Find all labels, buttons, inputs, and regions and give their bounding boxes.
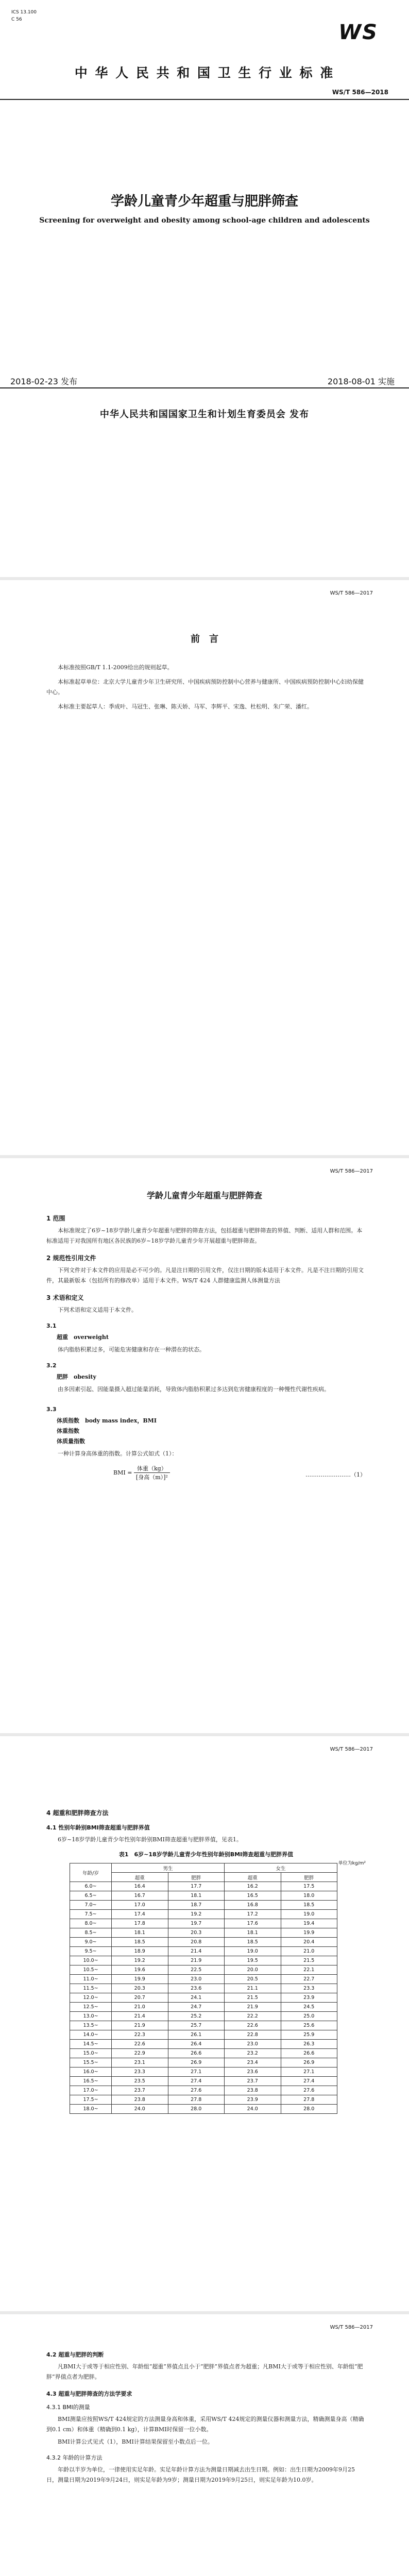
section-4-heading: 4 超重和肥胖筛查方法 <box>46 1809 109 1817</box>
boys-overweight-cell: 21.4 <box>112 2012 168 2021</box>
girls-overweight-cell: 23.9 <box>225 2095 281 2105</box>
bmi-equation <box>46 1464 366 1485</box>
cover-title-en: Screening for overweight and obesity among school-age children and adolescents <box>39 216 370 225</box>
term-bmi-definition: 一种计算身高体重的指数。计算公式如式（1）： <box>58 1450 178 1457</box>
body-page-2 <box>0 1736 409 2311</box>
age-cell: 16.5~ <box>70 2077 112 2086</box>
section-2-text: 下列文件对于本文件的应用是必不可少的。凡是注日期的引用文件，仅注日期的版本适用于本文件。凡是不注日期的引用文件，其最新版本（包括所有的修改单）适用于本文件。WS/T 424 人群健康监测人体测量方法 <box>46 1267 364 1284</box>
foreword-page <box>0 580 409 1155</box>
running-header: WS/T 586—2017 <box>330 590 373 596</box>
girls-obese-cell: 27.8 <box>281 2095 337 2105</box>
table-row <box>70 1947 337 1956</box>
age-cell: 9.0~ <box>70 1938 112 1947</box>
boys-overweight-cell: 17.8 <box>112 1919 168 1928</box>
table-row <box>70 2077 337 2086</box>
foreword-body <box>46 663 366 712</box>
section-4-3-2-heading: 4.3.2 年龄的计算方法 <box>46 2454 103 2461</box>
section-4-3-2-text: 年龄以半岁为单位，一律使用实足年龄。实足年龄计算方法为测量日期减去出生日期。例如：出生日期为2009年9月25日，测量日期为2019年9月24日，则实足年龄为9岁；测量日期为2019年9月25日，则实足年龄为10.0岁。 <box>46 2466 355 2483</box>
boys-obese-cell: 26.6 <box>168 2049 225 2058</box>
ccs-code: C 56 <box>11 17 22 22</box>
standard-number: WS/T 586—2018 <box>332 89 388 96</box>
age-cell: 15.5~ <box>70 2058 112 2067</box>
boys-overweight-cell: 22.3 <box>112 2030 168 2040</box>
foreword-paragraph: 本标准主要起草人：季成叶、马冠生、张琳、陈天娇、马军、李辉平、宋逸、杜松明、朱广荣、潘红。 <box>58 703 313 710</box>
age-cell: 6.5~ <box>70 1891 112 1901</box>
boys-obese-cell: 26.9 <box>168 2058 225 2067</box>
girls-overweight-cell: 20.5 <box>225 1975 281 1984</box>
table-row <box>70 2040 337 2049</box>
boys-overweight-cell: 19.9 <box>112 1975 168 1984</box>
age-cell: 14.0~ <box>70 2030 112 2040</box>
girls-overweight-cell: 19.0 <box>225 1947 281 1956</box>
girls-obese-cell: 25.0 <box>281 2012 337 2021</box>
age-cell: 10.0~ <box>70 1956 112 1965</box>
age-cell: 7.0~ <box>70 1901 112 1910</box>
girls-obese-cell: 26.3 <box>281 2040 337 2049</box>
boys-obese-cell: 20.3 <box>168 1928 225 1938</box>
implement-date: 2018-08-01 实施 <box>327 377 395 386</box>
girls-obese-cell: 27.1 <box>281 2067 337 2077</box>
ics-code: ICS 13.100 <box>11 10 37 15</box>
boys-obese-cell: 25.7 <box>168 2021 225 2030</box>
girls-obese-cell: 22.7 <box>281 1975 337 1984</box>
term-number: 3.1 <box>46 1323 57 1329</box>
boys-overweight-cell: 19.6 <box>112 1965 168 1975</box>
boys-obese-cell: 21.9 <box>168 1956 225 1965</box>
boys-obese-cell: 27.4 <box>168 2077 225 2086</box>
girls-obese-cell: 19.9 <box>281 1928 337 1938</box>
running-header: WS/T 586—2017 <box>330 1747 373 1752</box>
age-cell: 13.0~ <box>70 2012 112 2021</box>
boys-obese-cell: 19.2 <box>168 1910 225 1919</box>
girls-overweight-cell: 23.7 <box>225 2077 281 2086</box>
foreword-title: 前 言 <box>191 634 218 645</box>
section-2-heading: 2 规范性引用文件 <box>46 1255 96 1262</box>
age-cell: 16.0~ <box>70 2067 112 2077</box>
table-row <box>70 1984 337 1993</box>
girls-obese-cell: 19.0 <box>281 1910 337 1919</box>
table-row <box>70 1965 337 1975</box>
girls-obese-cell: 25.9 <box>281 2030 337 2040</box>
table-row <box>70 1993 337 2003</box>
section-1-text: 本标准规定了6岁~18岁学龄儿童青少年超重与肥胖的筛查方法，包括超重与肥胖筛查的界值、判断、适用人群和范围。本标准适用于对我国所有地区各民族的6岁~18岁学龄儿童青少年开展超重与肥胖筛查。 <box>46 1227 363 1244</box>
girls-obese-cell: 24.5 <box>281 2003 337 2012</box>
section-4-3-heading: 4.3 超重与肥胖筛查的方法学要求 <box>46 2391 132 2397</box>
boys-overweight-cell: 23.1 <box>112 2058 168 2067</box>
standard-category-title: 中 华 人 民 共 和 国 卫 生 行 业 标 准 <box>74 65 335 80</box>
issuing-authority: 中华人民共和国国家卫生和计划生育委员会 发布 <box>99 409 310 420</box>
boys-overweight-cell: 18.1 <box>112 1928 168 1938</box>
boys-obese-cell: 27.1 <box>168 2067 225 2077</box>
table-row <box>70 1891 337 1901</box>
section-4-2-heading: 4.2 超重与肥胖的判断 <box>46 2351 104 2358</box>
boys-obese-cell: 18.1 <box>168 1891 225 1901</box>
boys-obese-cell: 17.7 <box>168 1882 225 1891</box>
girls-obese-cell: 25.6 <box>281 2021 337 2030</box>
age-cell: 17.0~ <box>70 2086 112 2095</box>
column-header-obese: 肥胖 <box>168 1873 225 1882</box>
equation-numerator: 体重（kg） <box>134 1464 170 1473</box>
boys-overweight-cell: 17.0 <box>112 1901 168 1910</box>
table-row <box>70 2058 337 2067</box>
age-cell: 12.0~ <box>70 1993 112 2003</box>
boys-overweight-cell: 22.6 <box>112 2040 168 2049</box>
girls-overweight-cell: 24.0 <box>225 2105 281 2114</box>
running-header: WS/T 586—2017 <box>330 1168 373 1174</box>
section-4-1-text: 6岁~18岁学龄儿童青少年性别年龄别BMI筛查超重与肥胖界值，见表1。 <box>58 1836 242 1843</box>
girls-obese-cell: 28.0 <box>281 2105 337 2114</box>
boys-overweight-cell: 23.7 <box>112 2086 168 2095</box>
equation-lhs: BMI = <box>113 1469 132 1476</box>
girls-overweight-cell: 18.5 <box>225 1938 281 1947</box>
boys-obese-cell: 20.8 <box>168 1938 225 1947</box>
age-cell: 15.0~ <box>70 2049 112 2058</box>
boys-obese-cell: 26.1 <box>168 2030 225 2040</box>
column-header-age: 年龄/岁 <box>70 1863 112 1882</box>
term-obesity-definition: 由多因素引起、因能量摄入超过能量消耗，导致体内脂肪积累过多达到危害健康程度的一种慢性代谢性疾病。 <box>58 1386 330 1393</box>
age-cell: 8.0~ <box>70 1919 112 1928</box>
table-row <box>70 1928 337 1938</box>
section-4-3-1-text: BMI测量应按照WS/T 424规定的方法测量身高和体重，采用WS/T 424规定的测量仪器和测量方法，精确测量身高（精确到0.1 cm）和体重（精确到0.1 kg），计算BMI时保留一位小数。 <box>46 2416 364 2433</box>
girls-overweight-cell: 22.6 <box>225 2021 281 2030</box>
age-cell: 12.5~ <box>70 2003 112 2012</box>
term-overweight: 超重 overweight <box>57 1334 109 1341</box>
ws-logo: WS <box>338 21 378 44</box>
body-content <box>46 1214 366 1485</box>
boys-obese-cell: 22.5 <box>168 1965 225 1975</box>
table-row <box>70 1901 337 1910</box>
table-1-unit: 单位为kg/m² <box>338 1861 366 1866</box>
body-page-3 <box>0 2314 409 2576</box>
table-row <box>70 2030 337 2040</box>
table-row <box>70 1910 337 1919</box>
boys-obese-cell: 25.2 <box>168 2012 225 2021</box>
girls-overweight-cell: 16.2 <box>225 1882 281 1891</box>
age-cell: 13.5~ <box>70 2021 112 2030</box>
term-number: 3.3 <box>46 1406 57 1413</box>
girls-obese-cell: 26.6 <box>281 2049 337 2058</box>
girls-obese-cell: 18.0 <box>281 1891 337 1901</box>
girls-overweight-cell: 23.6 <box>225 2067 281 2077</box>
table-row <box>70 2095 337 2105</box>
girls-overweight-cell: 21.9 <box>225 2003 281 2012</box>
boys-overweight-cell: 17.4 <box>112 1910 168 1919</box>
publish-date: 2018-02-23 发布 <box>10 377 78 386</box>
table-row <box>70 2003 337 2012</box>
girls-obese-cell: 22.1 <box>281 1965 337 1975</box>
table-row <box>70 2086 337 2095</box>
bmi-cutoff-table <box>70 1863 337 2114</box>
age-cell: 11.5~ <box>70 1984 112 1993</box>
boys-overweight-cell: 16.4 <box>112 1882 168 1891</box>
term-bmi-alt-1: 体重指数 <box>57 1428 79 1434</box>
boys-obese-cell: 24.1 <box>168 1993 225 2003</box>
boys-overweight-cell: 20.3 <box>112 1984 168 1993</box>
section-4-3-1-heading: 4.3.1 BMI的测量 <box>46 2404 90 2411</box>
section-3-heading: 3 术语和定义 <box>46 1294 84 1301</box>
boys-obese-cell: 21.4 <box>168 1947 225 1956</box>
table-row <box>70 1938 337 1947</box>
age-cell: 6.0~ <box>70 1882 112 1891</box>
girls-overweight-cell: 20.0 <box>225 1965 281 1975</box>
table-row <box>70 1882 337 1891</box>
girls-overweight-cell: 16.8 <box>225 1901 281 1910</box>
boys-obese-cell: 27.6 <box>168 2086 225 2095</box>
boys-obese-cell: 23.6 <box>168 1984 225 1993</box>
method-content <box>46 1808 366 1867</box>
boys-overweight-cell: 23.8 <box>112 2095 168 2105</box>
girls-overweight-cell: 16.5 <box>225 1891 281 1901</box>
age-cell: 11.0~ <box>70 1975 112 1984</box>
girls-overweight-cell: 23.2 <box>225 2049 281 2058</box>
age-cell: 7.5~ <box>70 1910 112 1919</box>
boys-obese-cell: 18.7 <box>168 1901 225 1910</box>
boys-obese-cell: 27.8 <box>168 2095 225 2105</box>
section-4-3-1-text-2: BMI计算公式见式（1），BMI计算结果保留至小数点后一位。 <box>58 2438 213 2445</box>
section-1-heading: 1 范围 <box>46 1215 65 1222</box>
equation-fraction <box>134 1464 170 1481</box>
age-cell: 17.5~ <box>70 2095 112 2105</box>
boys-overweight-cell: 18.5 <box>112 1938 168 1947</box>
girls-obese-cell: 18.5 <box>281 1901 337 1910</box>
girls-overweight-cell: 19.5 <box>225 1956 281 1965</box>
age-cell: 10.5~ <box>70 1965 112 1975</box>
boys-overweight-cell: 16.7 <box>112 1891 168 1901</box>
column-header-overweight: 超重 <box>112 1873 168 1882</box>
standard-body-title: 学龄儿童青少年超重与肥胖筛查 <box>146 1191 262 1200</box>
table-row <box>70 2067 337 2077</box>
boys-obese-cell: 19.7 <box>168 1919 225 1928</box>
girls-overweight-cell: 21.1 <box>225 1984 281 1993</box>
girls-overweight-cell: 23.4 <box>225 2058 281 2067</box>
age-cell: 18.0~ <box>70 2105 112 2114</box>
judgement-content <box>46 2350 366 2485</box>
body-page-1 <box>0 1158 409 1733</box>
boys-obese-cell: 24.7 <box>168 2003 225 2012</box>
boys-overweight-cell: 23.3 <box>112 2067 168 2077</box>
table-row <box>70 2012 337 2021</box>
term-number: 3.2 <box>46 1362 57 1369</box>
boys-overweight-cell: 21.0 <box>112 2003 168 2012</box>
section-3-intro: 下列术语和定义适用于本文件。 <box>58 1307 137 1313</box>
section-4-1-heading: 4.1 性别年龄别BMI筛查超重与肥胖界值 <box>46 1824 150 1831</box>
boys-overweight-cell: 20.7 <box>112 1993 168 2003</box>
girls-overweight-cell: 23.8 <box>225 2086 281 2095</box>
foreword-paragraph: 本标准起草单位：北京大学儿童青少年卫生研究所、中国疾病预防控制中心营养与健康所、中国疾病预防控制中心妇幼保健中心。 <box>46 679 364 696</box>
girls-overweight-cell: 22.8 <box>225 2030 281 2040</box>
boys-obese-cell: 23.0 <box>168 1975 225 1984</box>
equation-denominator: [身高（m）]² <box>135 1474 168 1481</box>
term-overweight-definition: 体内脂肪积累过多，可能危害健康和存在一种潜在的状态。 <box>58 1346 205 1353</box>
cover-bottom-rule <box>0 387 409 388</box>
table-row <box>70 1919 337 1928</box>
term-obesity: 肥胖 obesity <box>57 1374 96 1380</box>
girls-overweight-cell: 17.2 <box>225 1910 281 1919</box>
age-cell: 14.5~ <box>70 2040 112 2049</box>
girls-overweight-cell: 18.1 <box>225 1928 281 1938</box>
girls-obese-cell: 21.5 <box>281 1956 337 1965</box>
cover-page <box>0 0 409 577</box>
girls-overweight-cell: 23.0 <box>225 2040 281 2049</box>
cover-title-cn: 学龄儿童青少年超重与肥胖筛查 <box>110 194 298 209</box>
girls-obese-cell: 27.6 <box>281 2086 337 2095</box>
girls-obese-cell: 21.0 <box>281 1947 337 1956</box>
boys-obese-cell: 28.0 <box>168 2105 225 2114</box>
girls-obese-cell: 27.4 <box>281 2077 337 2086</box>
boys-overweight-cell: 19.2 <box>112 1956 168 1965</box>
term-bmi-alt-2: 体质量指数 <box>57 1438 85 1445</box>
table-row <box>70 1975 337 1984</box>
boys-obese-cell: 26.4 <box>168 2040 225 2049</box>
boys-overweight-cell: 24.0 <box>112 2105 168 2114</box>
girls-overweight-cell: 22.2 <box>225 2012 281 2021</box>
table-row <box>70 2049 337 2058</box>
girls-obese-cell: 19.4 <box>281 1919 337 1928</box>
girls-overweight-cell: 21.5 <box>225 1993 281 2003</box>
column-header-girls: 女生 <box>225 1863 337 1873</box>
boys-overweight-cell: 22.9 <box>112 2049 168 2058</box>
column-header-boys: 男生 <box>112 1863 225 1873</box>
table-1-title: 表1 6岁~18岁学龄儿童青少年性别年龄别BMI筛查超重与肥胖界值 <box>118 1851 294 1858</box>
age-cell: 8.5~ <box>70 1928 112 1938</box>
girls-obese-cell: 23.3 <box>281 1984 337 1993</box>
column-header-obese: 肥胖 <box>281 1873 337 1882</box>
table-row <box>70 1956 337 1965</box>
equation-number: ……………………（1） <box>305 1471 366 1478</box>
table-row <box>70 2105 337 2114</box>
section-4-2-text: 凡BMI大于或等于相应性别、年龄组“超重”界值点且小于“肥胖”界值点者为超重；凡BMI大于或等于相应性别、年龄组“肥胖”界值点者为肥胖。 <box>46 2363 363 2380</box>
boys-overweight-cell: 23.5 <box>112 2077 168 2086</box>
girls-obese-cell: 23.9 <box>281 1993 337 2003</box>
table-row <box>70 2021 337 2030</box>
foreword-paragraph: 本标准按照GB/T 1.1-2009给出的规则起草。 <box>58 664 173 671</box>
boys-overweight-cell: 18.9 <box>112 1947 168 1956</box>
column-header-overweight: 超重 <box>225 1873 281 1882</box>
girls-overweight-cell: 17.6 <box>225 1919 281 1928</box>
girls-obese-cell: 20.4 <box>281 1938 337 1947</box>
running-header: WS/T 586—2017 <box>330 2325 373 2330</box>
girls-obese-cell: 17.5 <box>281 1882 337 1891</box>
term-bmi: 体质指数 body mass index，BMI <box>57 1417 157 1424</box>
age-cell: 9.5~ <box>70 1947 112 1956</box>
cover-top-rule <box>0 99 409 100</box>
girls-obese-cell: 26.9 <box>281 2058 337 2067</box>
boys-overweight-cell: 21.9 <box>112 2021 168 2030</box>
